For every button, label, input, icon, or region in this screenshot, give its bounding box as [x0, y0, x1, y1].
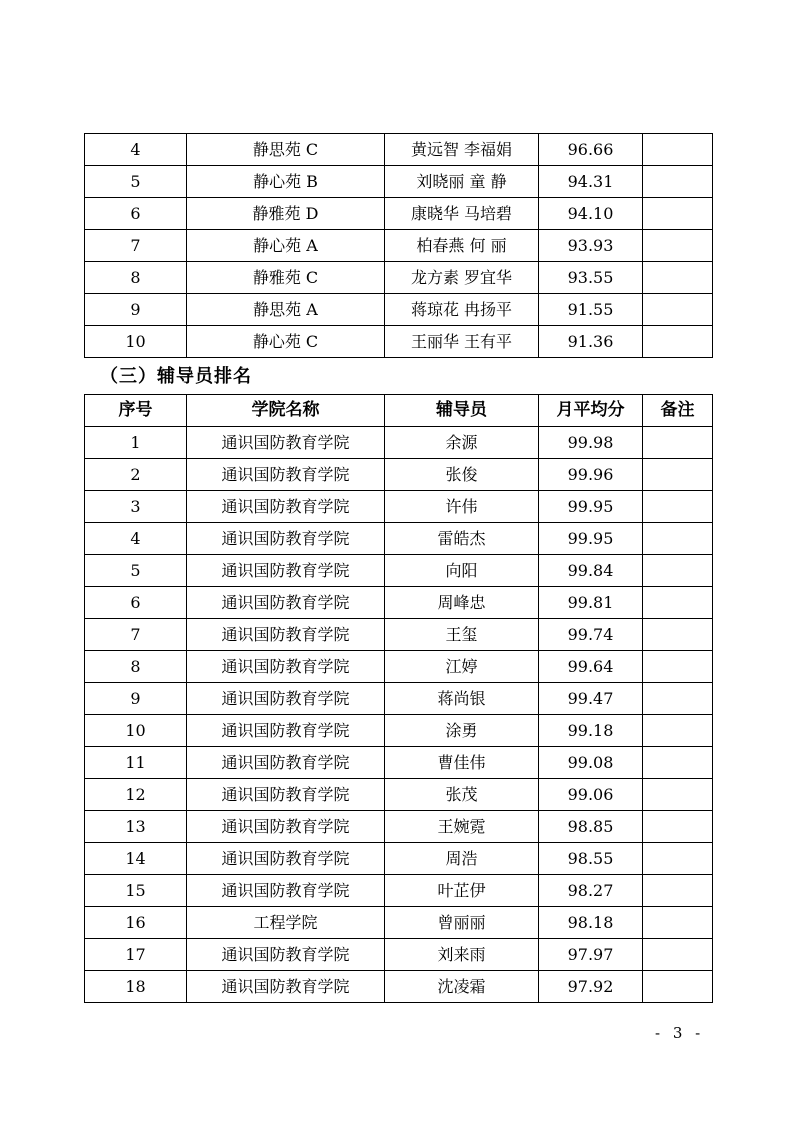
table-row: [85, 198, 713, 230]
table-row: [85, 166, 713, 198]
college-cell: 通识国防教育学院: [187, 459, 385, 491]
rank-cell: 4: [85, 134, 187, 166]
counselor-cell: 沈凌霜: [385, 971, 539, 1003]
counselor-cell: 张茂: [385, 779, 539, 811]
college-cell: 通识国防教育学院: [187, 619, 385, 651]
score-cell: 91.55: [539, 294, 643, 326]
score-cell: 93.93: [539, 230, 643, 262]
counselor-cell: 王婉霓: [385, 811, 539, 843]
rank-cell: 5: [85, 555, 187, 587]
college-cell: 通识国防教育学院: [187, 491, 385, 523]
counselor-cell: 曾丽丽: [385, 907, 539, 939]
dorm-table-body: [85, 134, 713, 358]
note-cell: [643, 230, 713, 262]
score-cell: 99.06: [539, 779, 643, 811]
page-number: - 3 -: [655, 1024, 705, 1042]
rank-cell: 14: [85, 843, 187, 875]
college-cell: 通识国防教育学院: [187, 715, 385, 747]
score-cell: 97.97: [539, 939, 643, 971]
header-score: 月平均分: [539, 395, 643, 427]
college-cell: 通识国防教育学院: [187, 971, 385, 1003]
table-row: [85, 747, 713, 779]
note-cell: [643, 907, 713, 939]
rank-cell: 7: [85, 619, 187, 651]
note-cell: [643, 427, 713, 459]
note-cell: [643, 555, 713, 587]
managers-cell: 刘晓丽 童 静: [385, 166, 539, 198]
counselor-cell: 刘来雨: [385, 939, 539, 971]
college-cell: 通识国防教育学院: [187, 779, 385, 811]
dorm-cell: 静思苑 C: [187, 134, 385, 166]
counselor-cell: 向阳: [385, 555, 539, 587]
counselor-cell: 余源: [385, 427, 539, 459]
college-cell: 通识国防教育学院: [187, 811, 385, 843]
counselor-ranking-table: [84, 394, 713, 1003]
note-cell: [643, 326, 713, 358]
college-cell: 通识国防教育学院: [187, 683, 385, 715]
table-row: [85, 491, 713, 523]
managers-cell: 王丽华 王有平: [385, 326, 539, 358]
managers-cell: 柏春燕 何 丽: [385, 230, 539, 262]
note-cell: [643, 198, 713, 230]
table-row: [85, 843, 713, 875]
note-cell: [643, 651, 713, 683]
score-cell: 98.55: [539, 843, 643, 875]
note-cell: [643, 294, 713, 326]
counselor-cell: 雷皓杰: [385, 523, 539, 555]
table-row: [85, 651, 713, 683]
score-cell: 99.74: [539, 619, 643, 651]
rank-cell: 6: [85, 587, 187, 619]
table-row: [85, 459, 713, 491]
note-cell: [643, 939, 713, 971]
rank-cell: 10: [85, 715, 187, 747]
score-cell: 99.47: [539, 683, 643, 715]
counselor-cell: 许伟: [385, 491, 539, 523]
header-note: 备注: [643, 395, 713, 427]
note-cell: [643, 491, 713, 523]
note-cell: [643, 262, 713, 294]
college-cell: 通识国防教育学院: [187, 587, 385, 619]
table-row: [85, 555, 713, 587]
counselor-cell: 涂勇: [385, 715, 539, 747]
counselor-cell: 周浩: [385, 843, 539, 875]
college-cell: 通识国防教育学院: [187, 523, 385, 555]
counselor-table-body: [85, 427, 713, 1003]
counselor-cell: 曹佳伟: [385, 747, 539, 779]
note-cell: [643, 683, 713, 715]
note-cell: [643, 971, 713, 1003]
college-cell: 通识国防教育学院: [187, 747, 385, 779]
rank-cell: 11: [85, 747, 187, 779]
dorm-cell: 静思苑 A: [187, 294, 385, 326]
college-cell: 工程学院: [187, 907, 385, 939]
counselor-cell: 周峰忠: [385, 587, 539, 619]
rank-cell: 9: [85, 294, 187, 326]
score-cell: 99.64: [539, 651, 643, 683]
counselor-cell: 蒋尚银: [385, 683, 539, 715]
score-cell: 99.96: [539, 459, 643, 491]
note-cell: [643, 875, 713, 907]
college-cell: 通识国防教育学院: [187, 651, 385, 683]
rank-cell: 3: [85, 491, 187, 523]
table-row: [85, 134, 713, 166]
score-cell: 98.18: [539, 907, 643, 939]
table-row: [85, 907, 713, 939]
rank-cell: 2: [85, 459, 187, 491]
score-cell: 99.95: [539, 523, 643, 555]
score-cell: 99.08: [539, 747, 643, 779]
header-rank: 序号: [85, 395, 187, 427]
score-cell: 99.84: [539, 555, 643, 587]
score-cell: 98.27: [539, 875, 643, 907]
rank-cell: 8: [85, 651, 187, 683]
dorm-cell: 静雅苑 D: [187, 198, 385, 230]
rank-cell: 18: [85, 971, 187, 1003]
table-row: [85, 939, 713, 971]
score-cell: 94.31: [539, 166, 643, 198]
note-cell: [643, 619, 713, 651]
score-cell: 99.95: [539, 491, 643, 523]
section-heading: （三）辅导员排名: [100, 366, 252, 387]
rank-cell: 10: [85, 326, 187, 358]
note-cell: [643, 134, 713, 166]
table-row: [85, 619, 713, 651]
rank-cell: 9: [85, 683, 187, 715]
rank-cell: 17: [85, 939, 187, 971]
table-row: [85, 811, 713, 843]
rank-cell: 12: [85, 779, 187, 811]
note-cell: [643, 587, 713, 619]
score-cell: 91.36: [539, 326, 643, 358]
score-cell: 99.18: [539, 715, 643, 747]
note-cell: [643, 843, 713, 875]
table-row: [85, 262, 713, 294]
managers-cell: 康晓华 马培碧: [385, 198, 539, 230]
table-row: [85, 971, 713, 1003]
table-row: [85, 294, 713, 326]
score-cell: 99.98: [539, 427, 643, 459]
table-row: [85, 779, 713, 811]
dorm-cell: 静雅苑 C: [187, 262, 385, 294]
table-header-row: [85, 395, 713, 427]
counselor-cell: 叶芷伊: [385, 875, 539, 907]
rank-cell: 8: [85, 262, 187, 294]
header-counselor: 辅导员: [385, 395, 539, 427]
dorm-cell: 静心苑 B: [187, 166, 385, 198]
table-row: [85, 875, 713, 907]
rank-cell: 13: [85, 811, 187, 843]
college-cell: 通识国防教育学院: [187, 843, 385, 875]
college-cell: 通识国防教育学院: [187, 427, 385, 459]
score-cell: 94.10: [539, 198, 643, 230]
note-cell: [643, 523, 713, 555]
header-college: 学院名称: [187, 395, 385, 427]
rank-cell: 7: [85, 230, 187, 262]
rank-cell: 1: [85, 427, 187, 459]
managers-cell: 蒋琼花 冉扬平: [385, 294, 539, 326]
dorm-cell: 静心苑 A: [187, 230, 385, 262]
table-row: [85, 587, 713, 619]
counselor-cell: 张俊: [385, 459, 539, 491]
college-cell: 通识国防教育学院: [187, 939, 385, 971]
score-cell: 93.55: [539, 262, 643, 294]
dorm-cell: 静心苑 C: [187, 326, 385, 358]
counselor-cell: 江婷: [385, 651, 539, 683]
score-cell: 98.85: [539, 811, 643, 843]
table-row: [85, 523, 713, 555]
college-cell: 通识国防教育学院: [187, 875, 385, 907]
table-row: [85, 683, 713, 715]
score-cell: 96.66: [539, 134, 643, 166]
rank-cell: 5: [85, 166, 187, 198]
managers-cell: 龙方素 罗宜华: [385, 262, 539, 294]
table-row: [85, 230, 713, 262]
table-row: [85, 715, 713, 747]
counselor-cell: 王玺: [385, 619, 539, 651]
rank-cell: 15: [85, 875, 187, 907]
note-cell: [643, 166, 713, 198]
score-cell: 97.92: [539, 971, 643, 1003]
score-cell: 99.81: [539, 587, 643, 619]
note-cell: [643, 811, 713, 843]
note-cell: [643, 747, 713, 779]
rank-cell: 16: [85, 907, 187, 939]
table-row: [85, 427, 713, 459]
note-cell: [643, 715, 713, 747]
managers-cell: 黄远智 李福娟: [385, 134, 539, 166]
rank-cell: 6: [85, 198, 187, 230]
note-cell: [643, 459, 713, 491]
table-row: [85, 326, 713, 358]
note-cell: [643, 779, 713, 811]
college-cell: 通识国防教育学院: [187, 555, 385, 587]
dorm-ranking-table: [84, 133, 713, 358]
rank-cell: 4: [85, 523, 187, 555]
